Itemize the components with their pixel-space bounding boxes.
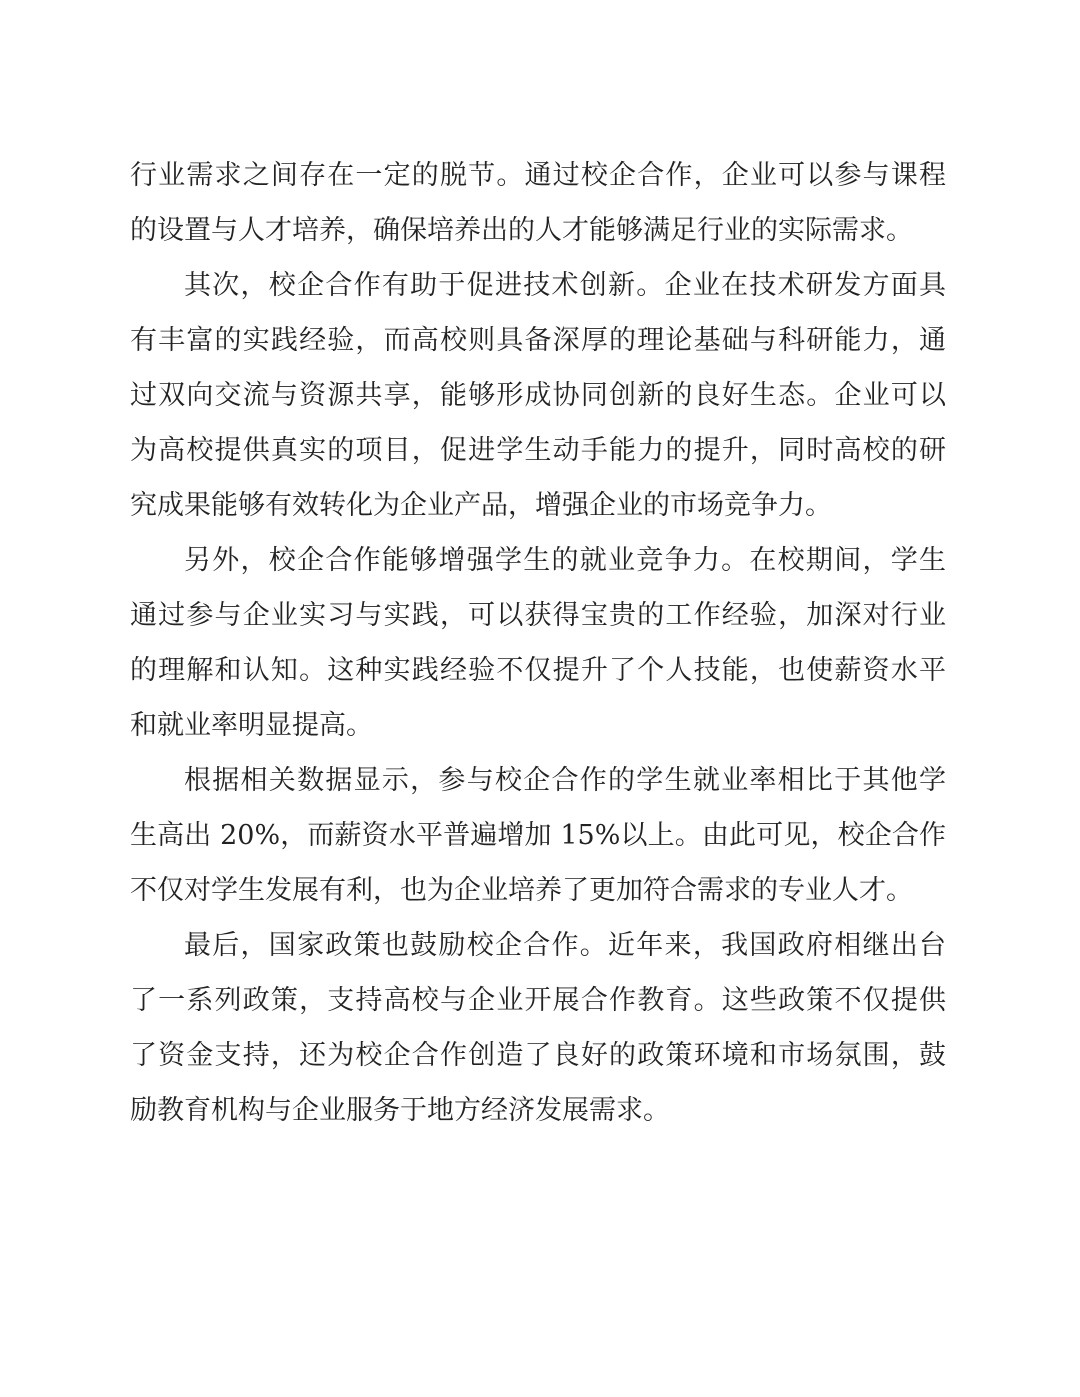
text-line: 为高校提供真实的项目，促进学生动手能力的提升，同时高校的研 (130, 435, 946, 466)
paragraph (130, 258, 946, 533)
text-line: 生高出 20%，而薪资水平普遍增加 15%以上。由此可见，校企合作 (130, 820, 946, 851)
text-line: 通过参与企业实习与实践，可以获得宝贵的工作经验，加深对行业 (130, 600, 946, 631)
paragraph (130, 148, 946, 258)
document-body (130, 148, 946, 1138)
text-line: 行业需求之间存在一定的脱节。通过校企合作，企业可以参与课程 (130, 160, 946, 191)
paragraph (130, 918, 946, 1138)
paragraph (130, 533, 946, 753)
text-line: 另外，校企合作能够增强学生的就业竞争力。在校期间，学生 (184, 545, 946, 576)
text-line: 的理解和认知。这种实践经验不仅提升了个人技能，也使薪资水平 (130, 655, 946, 686)
text-line: 了一系列政策，支持高校与企业开展合作教育。这些政策不仅提供 (130, 985, 946, 1016)
text-line: 最后，国家政策也鼓励校企合作。近年来，我国政府相继出台 (184, 930, 946, 961)
text-line: 有丰富的实践经验，而高校则具备深厚的理论基础与科研能力，通 (130, 325, 946, 356)
paragraph (130, 753, 946, 918)
text-line: 不仅对学生发展有利，也为企业培养了更加符合需求的专业人才。 (130, 875, 913, 906)
text-line: 了资金支持，还为校企合作创造了良好的政策环境和市场氛围，鼓 (130, 1040, 946, 1071)
text-line: 究成果能够有效转化为企业产品，增强企业的市场竞争力。 (130, 490, 832, 521)
text-line: 和就业率明显提高。 (130, 710, 373, 741)
text-line: 励教育机构与企业服务于地方经济发展需求。 (130, 1095, 670, 1126)
text-line: 的设置与人才培养，确保培养出的人才能够满足行业的实际需求。 (130, 215, 913, 246)
text-line: 过双向交流与资源共享，能够形成协同创新的良好生态。企业可以 (130, 380, 946, 411)
text-line: 其次，校企合作有助于促进技术创新。企业在技术研发方面具 (184, 270, 946, 301)
text-line: 根据相关数据显示，参与校企合作的学生就业率相比于其他学 (184, 765, 946, 796)
